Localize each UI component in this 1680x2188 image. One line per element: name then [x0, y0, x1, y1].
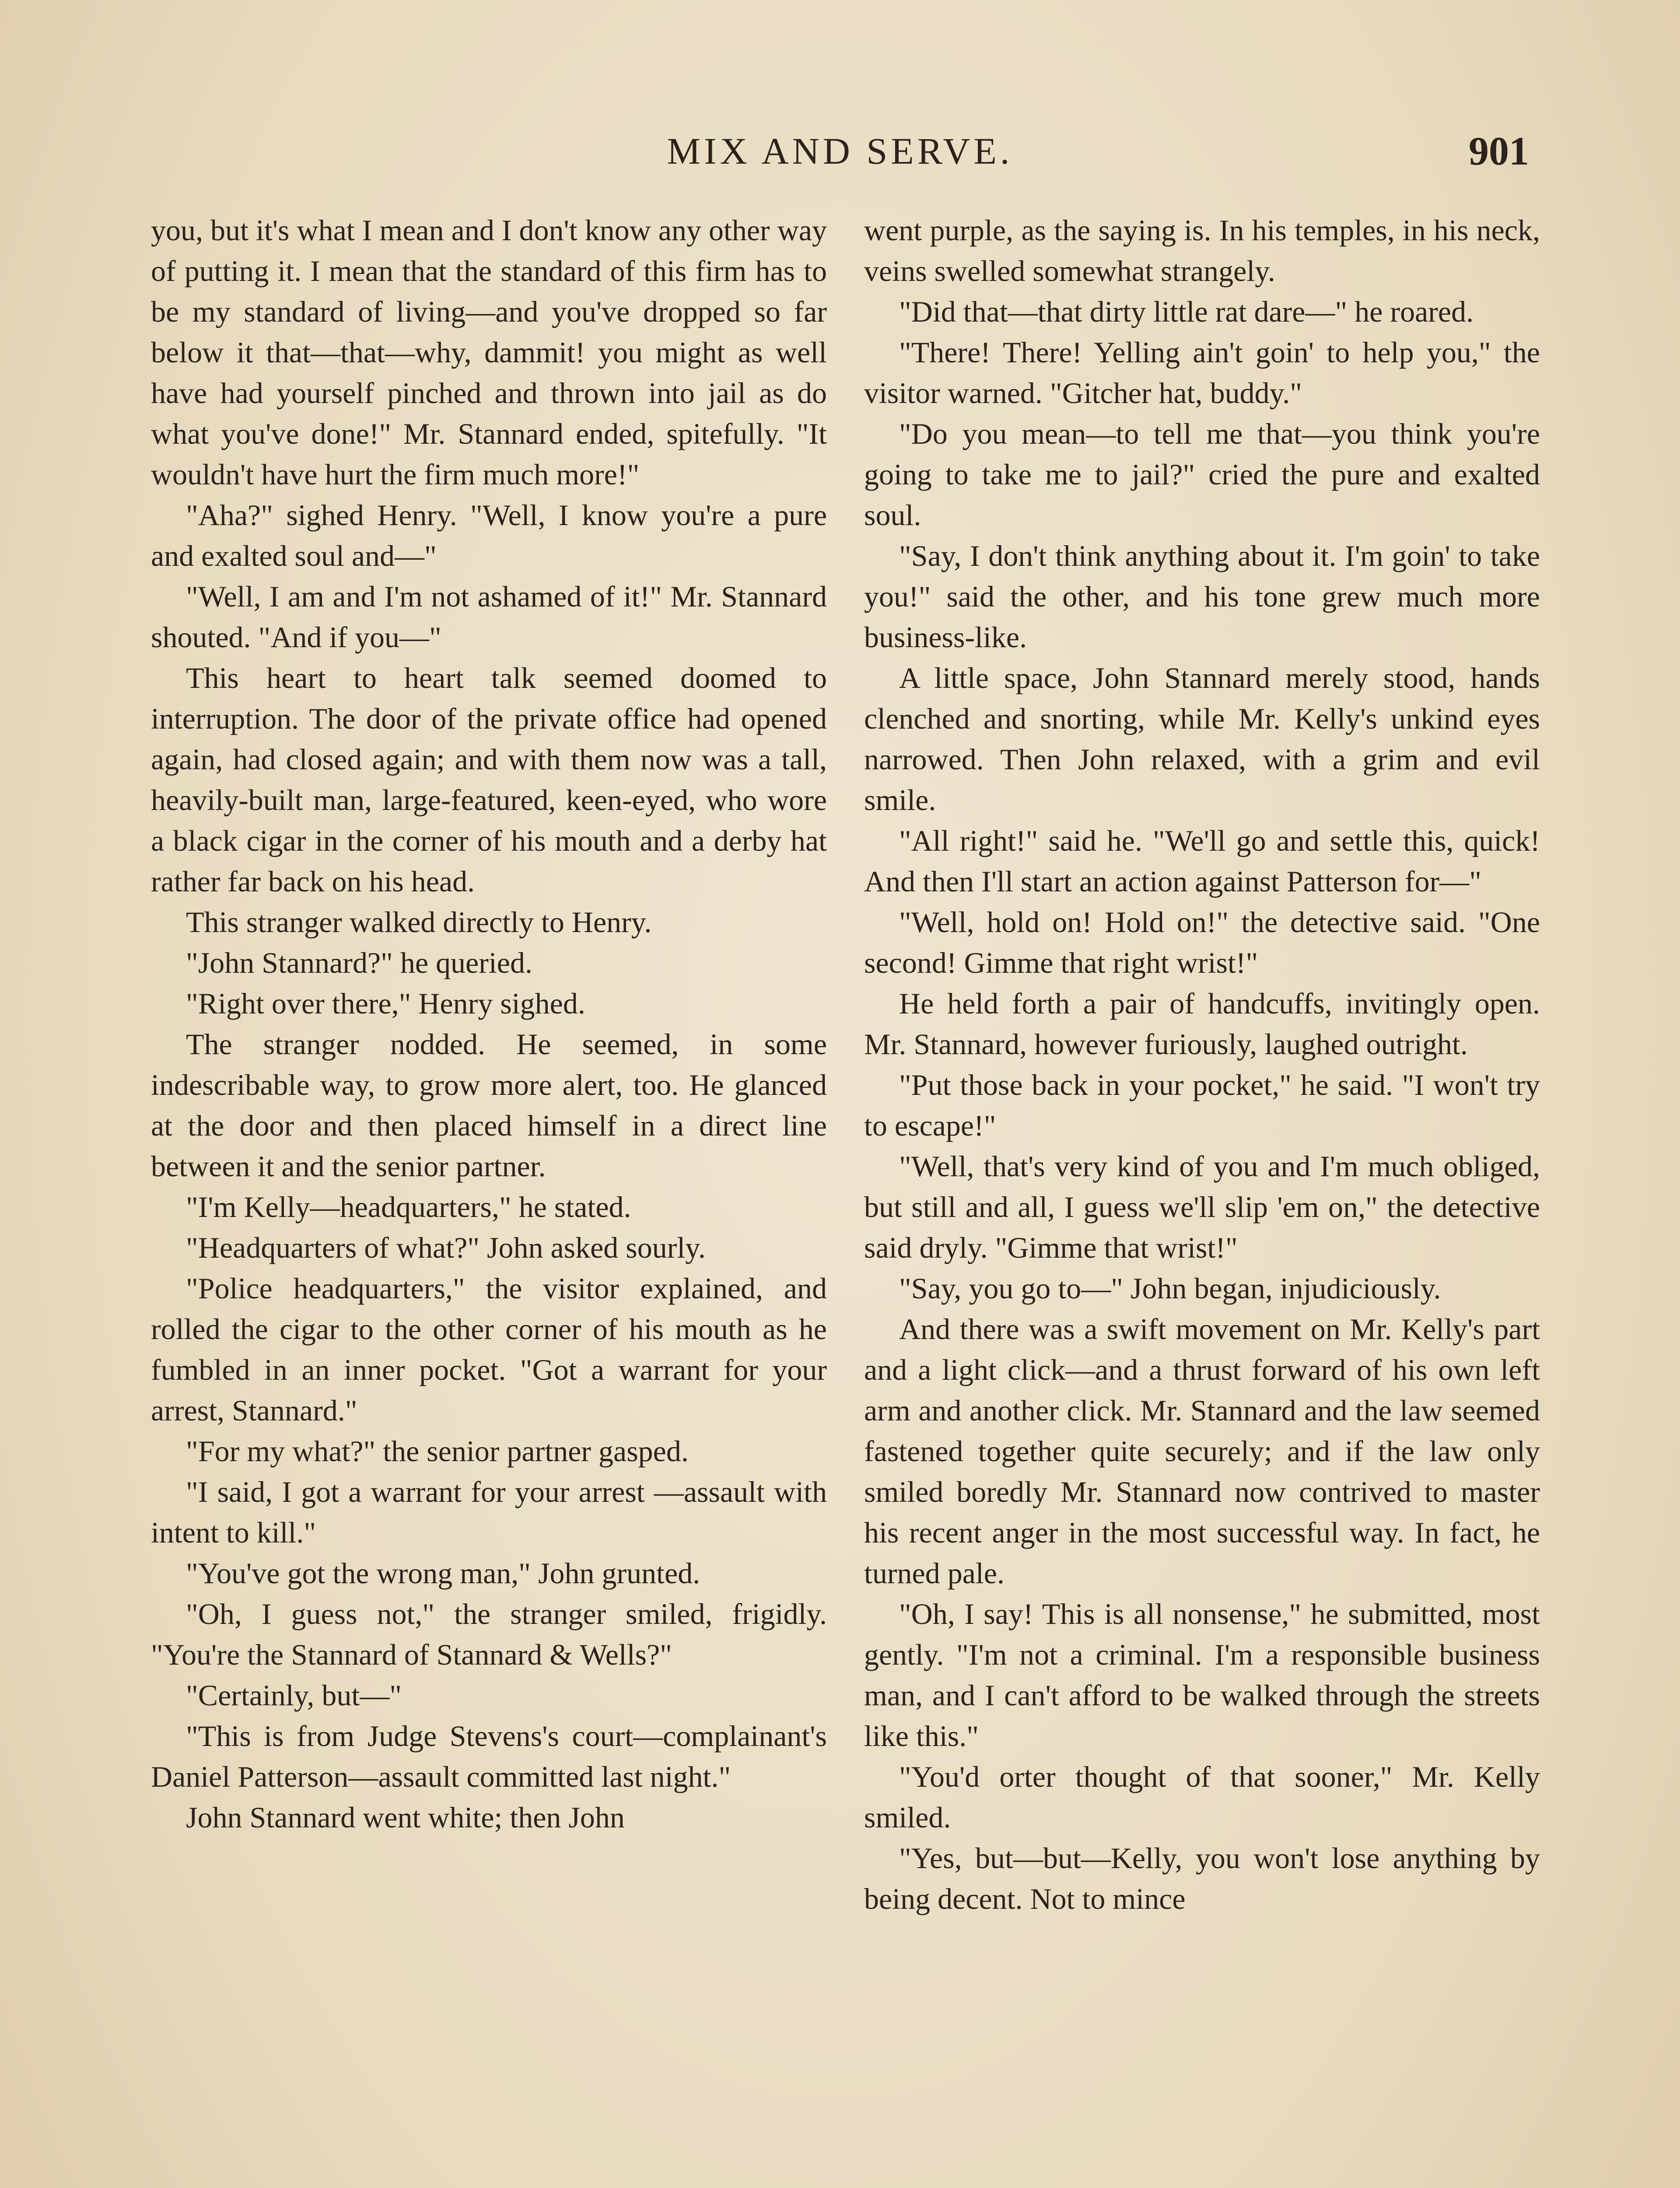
page-header	[151, 125, 1529, 177]
paragraph: This heart to heart talk seemed doomed to interruption. The door of the private office had opened again, had closed again; and with them now was a tall, heavily-built man, large-featured, keen-eyed, who wore a black cigar in the corner of his mouth and a derby hat rather far back on his head.	[151, 661, 827, 898]
paragraph: "Well, hold on! Hold on!" the detective said. "One second! Gimme that right wrist!"	[864, 905, 1540, 979]
paragraph: He held forth a pair of handcuffs, invitingly open. Mr. Stannard, however furiously, laughed outright.	[864, 987, 1540, 1061]
paragraph: "John Stannard?" he queried.	[186, 946, 532, 979]
paragraph: "Oh, I guess not," the stranger smiled, frigidly. "You're the Stannard of Stannard & Wells?"	[151, 1597, 827, 1671]
paragraph: "Do you mean—to tell me that—you think you're going to take me to jail?" cried the pure and exalted soul.	[864, 417, 1540, 532]
paragraph: "This is from Judge Stevens's court—complainant's Daniel Patterson—assault committed last night."	[151, 1719, 827, 1793]
paragraph: "I'm Kelly—headquarters," he stated.	[186, 1190, 631, 1224]
paragraph: "I said, I got a warrant for your arrest —assault with intent to kill."	[151, 1475, 827, 1549]
paragraph: "Yes, but—but—Kelly, you won't lose anything by being decent. Not to mince	[864, 1841, 1540, 1915]
page-number: 901	[1469, 129, 1529, 173]
paragraph: "There! There! Yelling ain't goin' to help you," the visitor warned. "Gitcher hat, buddy."	[864, 336, 1540, 410]
paragraph: "Police headquarters," the visitor explained, and rolled the cigar to the other corner of his mouth as he fumbled in an inner pocket. "Got a warrant for your arrest, Stannard."	[151, 1272, 827, 1427]
paragraph: "Headquarters of what?" John asked sourly.	[186, 1231, 706, 1264]
paragraph: The stranger nodded. He seemed, in some indescribable way, to grow more alert, too. He glanced at the door and then placed himself in a direct line between it and the senior partner.	[151, 1027, 827, 1183]
paragraph: "All right!" said he. "We'll go and settle this, quick! And then I'll start an action against Patterson for—"	[864, 824, 1540, 898]
paragraph: "Well, that's very kind of you and I'm much obliged, but still and all, I guess we'll slip 'em on," the detective said dryly. "Gimme that wrist!"	[864, 1150, 1540, 1264]
running-title: MIX AND SERVE.	[667, 130, 1013, 172]
paragraph: "Put those back in your pocket," he said. "I won't try to escape!"	[864, 1068, 1540, 1142]
paragraph: you, but it's what I mean and I don't know any other way of putting it. I mean that the standard of this firm has to be my standard of living—and you've dropped so far below it that—that—why, dammit! you might as well have had yourself pinched and thrown into jail as do what you've done!" Mr. Stannard ended, spitefully. "It wouldn't have hurt the firm much more!"	[151, 214, 827, 491]
paragraph: "Say, I don't think anything about it. I'm goin' to take you!" said the other, and his tone grew much more business-like.	[864, 539, 1540, 654]
paragraph: "For my what?" the senior partner gasped.	[186, 1434, 689, 1468]
paragraph: "Well, I am and I'm not ashamed of it!" Mr. Stannard shouted. "And if you—"	[151, 580, 827, 654]
left-text-column	[151, 210, 827, 1838]
paragraph: "Aha?" sighed Henry. "Well, I know you're a pure and exalted soul and—"	[151, 498, 827, 572]
paragraph: "Say, you go to—" John began, injudiciously.	[899, 1272, 1441, 1305]
paragraph: "You'd orter thought of that sooner," Mr. Kelly smiled.	[864, 1760, 1540, 1834]
paragraph: And there was a swift movement on Mr. Kelly's part and a light click—and a thrust forward of his own left arm and another click. Mr. Stannard and the law seemed fastened together quite securely; and if the law only smiled boredly Mr. Stannard now contrived to master his recent anger in the most successful way. In fact, he turned pale.	[864, 1312, 1540, 1590]
paragraph: This stranger walked directly to Henry.	[186, 905, 652, 939]
paragraph: John Stannard went white; then John	[186, 1801, 625, 1834]
paragraph: "Did that—that dirty little rat dare—" he roared.	[899, 295, 1474, 328]
paragraph: A little space, John Stannard merely stood, hands clenched and snorting, while Mr. Kelly's unkind eyes narrowed. Then John relaxed, with a grim and evil smile.	[864, 661, 1540, 817]
right-text-column	[864, 210, 1540, 1919]
paragraph: "Certainly, but—"	[186, 1679, 402, 1712]
paragraph: "You've got the wrong man," John grunted.	[186, 1557, 700, 1590]
paragraph: "Oh, I say! This is all nonsense," he submitted, most gently. "I'm not a criminal. I'm a responsible business man, and I can't afford to be walked through the streets like this."	[864, 1597, 1540, 1753]
paragraph: went purple, as the saying is. In his temples, in his neck, veins swelled somewhat strangely.	[864, 214, 1540, 288]
paragraph: "Right over there," Henry sighed.	[186, 987, 585, 1020]
